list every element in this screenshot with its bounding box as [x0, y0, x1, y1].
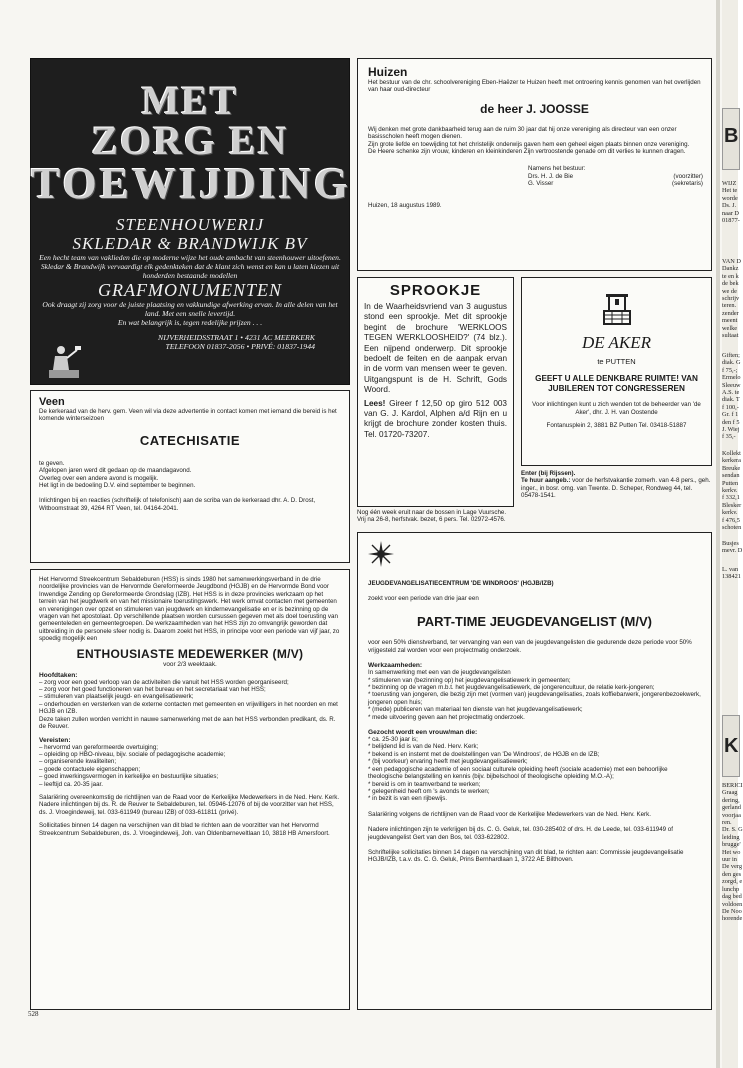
text-fragment: schoten — [722, 524, 742, 532]
veen-contact: Inlichtingen bij en reacties (schriftelijk of telefonisch) aan de scriba van de kerkeraad dhr. A. D. Drost, Witboomstraat 39, 4264 RT Veen, tel. 04164-2041. — [39, 497, 316, 512]
text-fragment: de bek — [722, 280, 739, 288]
hss-salaris: Salariëring overeenkomstig de richtlijnen van de Raad voor de Kerkelijke Medewerkers in de Ned. Herv. Kerk. — [39, 793, 340, 801]
hss-sollicitatie: Sollicitaties binnen 14 dagen na verschijnen van dit blad te richten aan de voorzitter van het Hervormd Streekcentrum Sebaldeburen, ds. J. Vroegindeweij, Joh. van Oldenbarneveltlaan 10, 3818 HB Amersfoort. — [39, 822, 330, 837]
text-fragment: sendan — [722, 472, 740, 480]
ad-text-3: Ook draagt zij zorg voor de juiste plaatsing en vakkundige afwerking ervan. In alle delen van het land. Met een snelle levertijd. — [42, 300, 338, 318]
obituary-huizen — [357, 58, 712, 271]
vacancy-windroos — [357, 532, 712, 1010]
aker-info: Voor inlichtingen kunt u zich wenden tot de beheerder van 'de Aker', dhr. J. H. van Oostende — [532, 401, 701, 416]
sprookje-title: SPROOKJE — [389, 282, 482, 299]
veen-title: Veen — [39, 396, 65, 408]
list-item: – stimuleren van plaatselijk jeugd- en evangelisatiewerk; — [39, 693, 194, 701]
hss-nadere: Nadere inlichtingen bij ds. R. de Reuver te Sebaldeburen, tel. 05946-12076 of bij de voorzitter van het HSS, ds. J. Vroegindeweij, tel. 033-611949 (bureau IZB) of 033-611811 (privé). — [39, 801, 334, 816]
text-fragment: teren. — [722, 302, 737, 310]
text-fragment: kerkv. — [722, 487, 738, 495]
signature-intro: Namens het bestuur: — [528, 165, 586, 173]
windroos-werk-intro: In samenwerking met een van de jeugdevangelisten — [368, 669, 511, 677]
aker-address: Fontanusplein 2, 3881 BZ Putten Tel. 03418-51887 — [546, 422, 687, 429]
stonemason-illustration-icon — [45, 342, 85, 380]
text-fragment: Ermelo — [722, 374, 741, 382]
list-item: * mede uitvoering geven aan het projectmatig onderzoek. — [368, 713, 525, 721]
text-fragment: Busjes — [722, 540, 739, 547]
text-fragment: sultaat — [722, 332, 739, 340]
grafmonumenten-heading: GRAFMONUMENTEN — [98, 280, 282, 300]
windroos-intro: voor een 50% dienstverband, ter vervanging van een van de jeugdevangelisten die gedurende deze periode voor 50% vrijgesteld zal worden voor een projectmatig onderzoek. — [368, 639, 692, 654]
notice-body-1: Wij denken met grote dankbaarheid terug aan de ruim 30 jaar dat hij onze vereniging als directeur van een onzer basisscholen heeft mogen dienen. — [368, 125, 677, 141]
text-fragment: f 476,5 — [722, 516, 740, 524]
text-fragment: lunchp — [722, 885, 740, 893]
ad-text-2: Skledar & Brandwijk vervaardigt elk gedenkteken dat de klant zich wenst en kan u laten kiezen uit honderden bestaande modellen — [40, 262, 340, 280]
column-fragment-b — [722, 258, 741, 339]
column-fragment-g — [722, 782, 743, 923]
list-item: – zorg voor het goed functioneren van het bureau en het secretariaat van het HSS; — [39, 686, 266, 694]
text-fragment: diak. T — [722, 396, 740, 404]
text-fragment: Putten — [722, 479, 739, 487]
hss-job-title: ENTHOUSIASTE MEDEWERKER (M/V) — [76, 646, 304, 661]
adjacent-page-column — [722, 0, 743, 1068]
enter-title: Enter (bij Rijssen). — [521, 470, 576, 477]
text-fragment: leiding — [722, 833, 740, 841]
hss-intro: Het Hervormd Streekcentrum Sebaldeburen (HSS) is sinds 1980 het samenwerkingsverband in de drie noordelijke provincies van de Hervormde Gereformeerde Jeugdbond (HGJB) en de Hervormde Bond voor Inwendige Zending op Gereformeerde Grondslag (IZB). Het HSS is in deze provincies werkzaam op het terrein van het jeugdwerk en van het missionaire toerustingswerk. Het werk omvat contacten met gemeenten en verenigingen over opzet en stimuleren van jeugdwerk en kindernevangelisatie en er is bezinning op de vragen van het apostolaat. Op verschillende plaatsen worden cursussen gegeven met als doel toerusting van gemeenteleden en gemeentegroepen. De werkzaamheden van het HSS zijn zo omvangrijk geworden dat uitbreiding in de personele sfeer nodig is. Daarom zoekt het HSS, in principe voor een periode van vijf jaar, zo spoedig mogelijk een — [39, 576, 340, 643]
veen-line-4: Het ligt in de bedoeling D.V. eind september te beginnen. — [39, 482, 196, 490]
compass-rose-icon — [368, 541, 394, 567]
notice-body-3: De Heere schenke zijn vrouw, kinderen en kleinkinderen Zijn vertroostende genade om dit verlies te kunnen dragen. — [368, 148, 686, 156]
list-item: – leeftijd ca. 20-35 jaar. — [39, 780, 103, 788]
text-fragment: 01877- — [722, 217, 740, 225]
column-fragment-d — [722, 450, 741, 531]
aker-location: te PUTTEN — [597, 357, 636, 366]
hss-taken-note: Deze taken zullen worden verricht in nauwe samenwerking met de aan het HSS verbonden predikant, ds. R. de Reuver. — [39, 715, 336, 731]
list-item: – zorg voor een goed verloop van de activiteiten die vanuit het HSS worden georganiseerd; — [39, 678, 289, 686]
windroos-nadere: Nadere inlichtingen zijn te verkrijgen bij ds. C. G. Geluk, tel. 030-285402 of drs. H. de Leede, tel. 033-611949 of jeugdevangelist Gert van den Bos, tel. 033-622802. — [368, 826, 673, 841]
ad-headline-line3: TOEWIJDING — [31, 159, 352, 208]
text-fragment: kerkera — [722, 457, 741, 465]
advertisement-veen — [30, 390, 350, 563]
text-fragment: zender — [722, 309, 739, 317]
text-fragment: J. Wiej — [722, 426, 740, 434]
section-letter: B — [724, 125, 739, 147]
list-item: * toerusting van jongeren, die bezig zijn met (vormen van) jeugdevangelisaties, zoals koffiebarwerk, jongerenbezoekwerk, jongeren open huis; — [368, 691, 701, 706]
text-fragment: worde — [722, 194, 738, 202]
aker-headline: GEEFT U ALLE DENKBARE RUIMTE! VAN JUBILEREN TOT CONGRESSEREN — [535, 374, 698, 393]
text-fragment: Giften; — [722, 352, 740, 359]
list-item: * bezinning op de vragen m.b.t. het jeugdevangelisatiewerk, de jongerencultuur, de relatie kerk-jongeren; — [368, 684, 655, 692]
list-item: * belijdend lid is van de Ned. Herv. Kerk; — [368, 743, 479, 751]
text-fragment: gerland — [722, 804, 741, 812]
catechisatie-heading: CATECHISATIE — [139, 432, 241, 448]
section-letter: K — [724, 735, 739, 757]
sprookje-lees-text: Gireer f 12,50 op giro 512 003 van G. J. Kardol, Alphen a/d Rijn en u krijgt de brochure zonder kosten thuis. Tel. 01720-73207. — [364, 398, 507, 439]
text-fragment: Ds. J. — [722, 202, 737, 210]
text-fragment: Dankz — [722, 265, 739, 273]
list-item: * (mede) publiceren van materiaal ten dienste van het jeugdevangelisatiewerk; — [368, 706, 583, 714]
signature-2-name: G. Visser — [528, 180, 554, 188]
veen-line-1: te geven. — [39, 459, 65, 467]
advertisement-steenhouwerij — [30, 58, 350, 385]
notice-body-2: Zijn grote liefde en toewijding tot het christelijk onderwijs gaven hem een geheel eigen plaats binnen onze vereniging. — [368, 140, 690, 148]
company-name-line2: SKLEDAR & BRANDWIJK BV — [72, 234, 308, 253]
text-fragment: voldoen — [722, 900, 743, 908]
company-name-line1: STEENHOUWERIJ — [115, 215, 265, 234]
page-gutter — [716, 0, 720, 1068]
veen-line-2: Afgelopen jaren werd dit gedaan op de maandagavond. — [39, 467, 192, 475]
text-fragment: Kollekt — [722, 450, 741, 457]
text-fragment: kerkv. — [722, 509, 738, 517]
list-item: * gelegenheid heeft om 's avonds te werken; — [368, 787, 490, 795]
text-fragment: welke — [722, 324, 738, 332]
text-fragment: meent — [722, 317, 738, 325]
company-phone: TELEFOON 01837-2056 • PRIVÉ: 01837-1944 — [165, 342, 315, 351]
list-item: * een pedagogische academie of een sociaal culturele opleiding heeft (sociale academie) met een behoorlijke theologische belangstelling en kennis (bijv. bijbelschool of theologische opleiding M.O.-A); — [368, 765, 668, 781]
text-fragment: 138421 — [722, 573, 741, 581]
windroos-gezocht-heading: Gezocht wordt een vrouw/man die: — [368, 729, 478, 737]
classified-enter — [521, 470, 712, 500]
text-fragment: f 35,- — [722, 433, 736, 441]
text-fragment: Sleeuw — [722, 381, 741, 389]
text-fragment: naar D — [722, 209, 739, 217]
notice-intro: Het bestuur van de chr. schoolvereniging Eben-Haëzer te Huizen heeft met ontroering kennis genomen van het overlijden van haar oud-directeur — [368, 79, 701, 94]
list-item: – hervormd van gereformeerde overtuiging; — [39, 743, 159, 751]
text-fragment: WIJZ — [722, 180, 737, 187]
text-fragment: voorjaa — [722, 811, 741, 819]
text-fragment: te en k — [722, 272, 739, 280]
text-fragment: VAN D — [722, 258, 741, 265]
text-fragment: f 100,- — [722, 403, 739, 411]
signature-1-role: (voorzitter) — [673, 172, 703, 180]
text-fragment: brugge' — [722, 841, 741, 849]
list-item: * in bezit is van een rijbewijs. — [368, 795, 448, 803]
list-item: – organiserende kwaliteiten; — [39, 758, 117, 766]
sprookje-body: In de Waarheidsvriend van 3 augustus stond een sprookje. Met dit sprookje begint de brochure 'WERKLOOS TEGEN WERKLOOSHEID?' (74 blz.). Een nijpend onderwerp. Dit sprookje bedoelt de feiten en de aanpak ervan in de vorm van mensen weer te geven. Uitgangspunt is de H. Schrift, Gods Woord. — [364, 302, 507, 395]
veen-intro: De kerkeraad van de herv. gem. Veen wil via deze advertentie in contact komen met iemand die bereid is het komende winterseizoen — [39, 408, 337, 423]
text-fragment: we de — [722, 287, 737, 295]
advertisement-sprookje — [357, 277, 514, 507]
text-fragment: ren. — [722, 819, 732, 827]
column-fragment-a — [722, 180, 740, 224]
text-fragment: A.S. te — [722, 389, 740, 397]
hss-job-sub: voor 2/3 weektaak. — [163, 660, 217, 668]
windroos-org: JEUGDEVANGELISATIECENTRUM 'DE WINDROOS' (HGJB/IZB) — [368, 580, 554, 587]
enter-label: Te huur aangeb.: — [521, 477, 571, 485]
list-item: – opleiding op HBO-niveau, bijv. sociale of pedagogische academie; — [39, 750, 226, 758]
company-address: NIJVERHEIDSSTRAAT 1 • 4231 AC MEERKERK — [158, 333, 315, 342]
ad-headline-line2: ZORG EN — [91, 118, 289, 163]
text-fragment: Dr. S. G — [722, 826, 743, 834]
text-fragment: Breuke — [722, 464, 741, 472]
list-item: * ca. 25-30 jaar is; — [368, 736, 418, 744]
list-item: – onderhouden en versterken van de externe contacten met gemeenten en vrijwilligers in het noorden en met HGJB en IZB. — [39, 700, 338, 716]
hss-vereisten-heading: Vereisten: — [39, 736, 71, 744]
list-item: * bereid is om in teamverband te werken; — [368, 780, 481, 788]
text-fragment: dag bed — [722, 893, 742, 901]
text-fragment: horende — [722, 915, 743, 923]
signature-2-role: (sekretaris) — [672, 180, 703, 188]
column-fragment-f — [722, 566, 741, 581]
text-fragment: den ges — [722, 870, 742, 878]
hss-taken-heading: Hoofdtaken: — [39, 671, 78, 679]
veen-line-3: Overleg over een andere avond is mogelijk. — [39, 474, 159, 482]
text-fragment: L. van — [722, 566, 739, 573]
page-number: 528 — [28, 1010, 39, 1018]
ad-text-4: En wat belangrijk is, tegen redelijke prijzen . . . — [117, 318, 263, 327]
notice-title: Huizen — [368, 65, 408, 79]
text-fragment: De Noo — [722, 907, 742, 915]
ad-headline-line1: MET — [141, 78, 239, 123]
aker-name: DE AKER — [581, 333, 652, 352]
column-fragment-c — [722, 352, 741, 441]
sprookje-order — [364, 399, 507, 441]
advertisement-de-aker — [521, 277, 712, 466]
text-fragment: uur in — [722, 856, 737, 864]
signature-1-name: Drs. H. J. de Bie — [528, 172, 574, 180]
windroos-job-title: PART-TIME JEUGDEVANGELIST (M/V) — [417, 614, 652, 630]
text-fragment: Het te — [722, 187, 738, 195]
list-item: – goed inwerkingsvermogen in kerkelijke en bestuurlijke situaties; — [39, 773, 219, 781]
text-fragment: mevr. D — [722, 547, 743, 555]
text-fragment: dering, — [722, 796, 740, 804]
windroos-salaris: Salariëring volgens de richtlijnen van de Raad voor de Kerkelijke Medewerkers van de Ned. Herv. Kerk. — [368, 810, 651, 818]
deceased-name: de heer J. JOOSSE — [480, 101, 589, 116]
column-fragment-e — [722, 540, 742, 555]
list-item: * bekend is en instemt met de doelstellingen van 'De Windroos', de HGJB en de IZB; — [368, 750, 600, 758]
text-fragment: den f 5 — [722, 418, 740, 426]
text-fragment: diak. G — [722, 359, 741, 367]
well-logo-icon — [600, 292, 634, 326]
vacancy-hss — [30, 569, 350, 1010]
classified-lage-vuursche: Nog één week eruit naar de bossen in Lage Vuursche. Vrij na 26-8, herfstvak. bezet, 6 pers. Tel. 02972-4576. — [357, 509, 507, 524]
text-fragment: Gr. f 1 — [722, 411, 739, 419]
text-fragment: BERICI — [722, 782, 743, 789]
windroos-zoekt: zoekt voor een periode van drie jaar een — [368, 595, 479, 602]
text-fragment: De verg — [722, 863, 742, 871]
text-fragment: Blesker — [722, 501, 742, 509]
text-fragment: f 332,1 — [722, 494, 740, 502]
enter-text: voor de herfstvakantie zomerh. van 4-8 pers., geh. inger., in bosr. omg. van Twente. D. Scheper, Rondweg 44, tel. 05478-1541. — [521, 477, 711, 500]
ad-text-1: Een hecht team van vaklieden die op moderne wijze het oude ambacht van steenhouwer uitoefenen. — [39, 253, 341, 262]
list-item: * stimuleren van (bezinning op) het jeugdevangelisatiewerk in gemeenten; — [368, 676, 571, 684]
list-item: – goede contactuele eigenschappen; — [39, 765, 141, 773]
windroos-sollicitatie: Schriftelijke sollicitaties binnen 14 dagen na verschijning van dit blad, te richten aan: Commissie jeugdevangelisatie HGJB/IZB, t.a.v. ds. C. G. Geluk, Prins Bernhardlaan 1, 3722 AE Bilthoven. — [368, 848, 684, 864]
windroos-werk-heading: Werkzaamheden: — [368, 662, 423, 670]
notice-date: Huizen, 18 augustus 1989. — [368, 201, 442, 209]
text-fragment: schrijv — [722, 295, 740, 303]
text-fragment: Graag — [722, 789, 738, 797]
text-fragment: zorgd, e — [722, 878, 743, 886]
list-item: * (bij voorkeur) ervaring heeft met jeugdevangelisatiewerk; — [368, 758, 528, 766]
text-fragment: f 75,-; — [722, 366, 738, 374]
sprookje-lees-label: Lees! — [364, 398, 386, 408]
text-fragment: Het wo — [722, 848, 741, 856]
